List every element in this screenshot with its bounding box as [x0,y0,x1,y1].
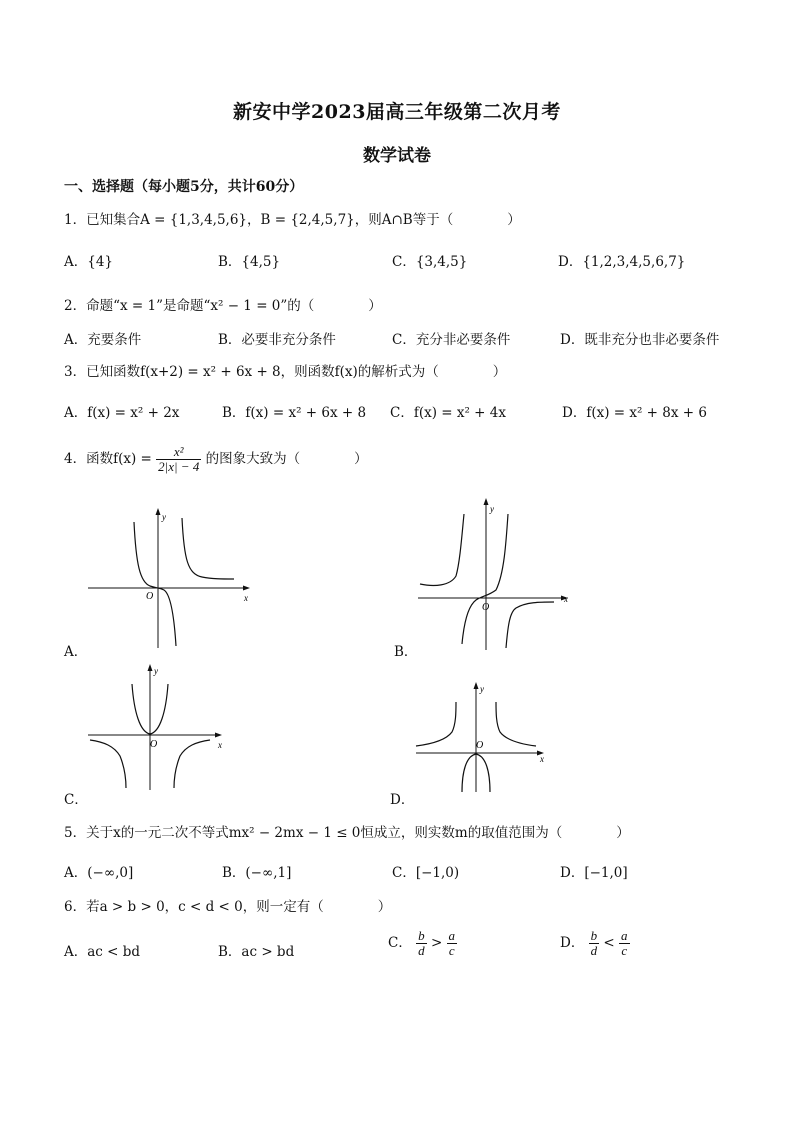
question-3-option-b: B．f(x) = x² + 6x + 8 [222,405,367,421]
question-6-option-c-right-fraction [447,929,458,958]
question-3-option-c: C．f(x) = x² + 4x [390,405,506,421]
question-1-stem: 1．已知集合A = {1,3,4,5,6}，B = {2,4,5,7}，则A∩B等于（ ） [64,212,521,228]
question-2-option-a: A．充要条件 [64,332,142,348]
fraction-denominator: c [621,943,628,958]
graph-a-origin-label: O [146,591,154,602]
question-4-stem-prefix: 4．函数f(x) = [64,451,152,467]
question-5-option-c: C．[−1,0) [392,865,460,881]
question-2-stem: 2．命题“x = 1”是命题“x² − 1 = 0”的（ ） [64,298,382,314]
question-5-option-b: B．(−∞,1] [222,865,292,881]
fraction-numerator: a [621,928,628,943]
fraction-numerator: b [590,928,598,943]
question-6-stem: 6．若a > b > 0，c < d < 0，则一定有（ ） [64,899,392,915]
graph-b-y-label: y [490,504,494,514]
question-6-option-c-label: C． [388,935,412,951]
question-4-fraction [156,445,201,474]
question-6-option-a: A．ac < bd [64,944,141,960]
question-6-option-d [560,929,630,958]
graph-c-origin-label: O [150,739,158,750]
graph-option-b [414,494,580,654]
question-6-option-d-left-fraction [589,929,600,958]
graph-d-y-label: y [480,684,484,694]
graph-d-x-label: x [540,754,544,764]
graph-c-y-label: y [154,666,158,676]
question-6-option-c [388,929,457,958]
graph-c-x-label: x [218,740,222,750]
question-6-option-d-right-fraction [619,929,630,958]
exam-title: 新安中学2023届高三年级第二次月考 [233,101,561,123]
graph-b-x-label: x [564,594,568,604]
question-4-option-a: A． [64,644,88,660]
question-4-stem [64,445,368,474]
graph-option-c [84,660,234,792]
question-5-stem: 5．关于x的一元二次不等式mx² − 2mx − 1 ≤ 0恒成立，则实数m的取值范围为（ ） [64,825,630,841]
question-5-option-d: D．[−1,0] [560,865,628,881]
question-2-option-b: B．必要非充分条件 [218,332,336,348]
fraction-denominator: d [590,943,598,958]
question-2-option-c: C．充分非必要条件 [392,332,511,348]
question-4-option-c: C． [64,792,88,808]
comparison-operator: > [430,935,443,951]
section-heading: 一、选择题（每小题5分，共计60分） [64,179,304,195]
fraction-denominator: c [448,943,455,958]
question-2-option-d: D．既非充分也非必要条件 [560,332,720,348]
graph-option-d [412,676,554,794]
question-3-option-d: D．f(x) = x² + 8x + 6 [562,405,707,421]
question-6-option-c-left-fraction [416,929,427,958]
question-3-stem: 3．已知函数f(x+2) = x² + 6x + 8，则函数f(x)的解析式为（ ） [64,364,507,380]
graph-a-y-label: y [162,512,166,522]
question-1-option-b: B．{4,5} [218,254,281,270]
question-1-option-a: A．{4} [64,254,114,270]
question-4-option-b: B． [394,644,418,660]
question-4-stem-suffix: 的图象大致为（ ） [205,451,368,467]
graph-a-x-label: x [244,593,248,603]
question-1-option-c: C．{3,4,5} [392,254,468,270]
question-3-option-a: A．f(x) = x² + 2x [64,405,180,421]
question-6-option-d-label: D． [560,935,585,951]
question-5-option-a: A．(−∞,0] [64,865,134,881]
fraction-numerator: a [448,928,456,943]
question-1-option-d: D．{1,2,3,4,5,6,7} [558,254,686,270]
graph-b-origin-label: O [482,602,490,613]
question-6-option-b: B．ac > bd [218,944,295,960]
graph-d-origin-label: O [476,740,484,751]
comparison-operator: < [603,935,615,951]
exam-subject: 数学试卷 [363,146,431,166]
question-4-fraction-denominator: 2|x| − 4 [158,459,200,474]
fraction-numerator: b [418,928,425,943]
graph-option-a [84,504,260,652]
question-4-option-d: D． [390,792,415,808]
question-4-fraction-numerator: x² [156,445,201,460]
fraction-denominator: d [418,943,425,958]
